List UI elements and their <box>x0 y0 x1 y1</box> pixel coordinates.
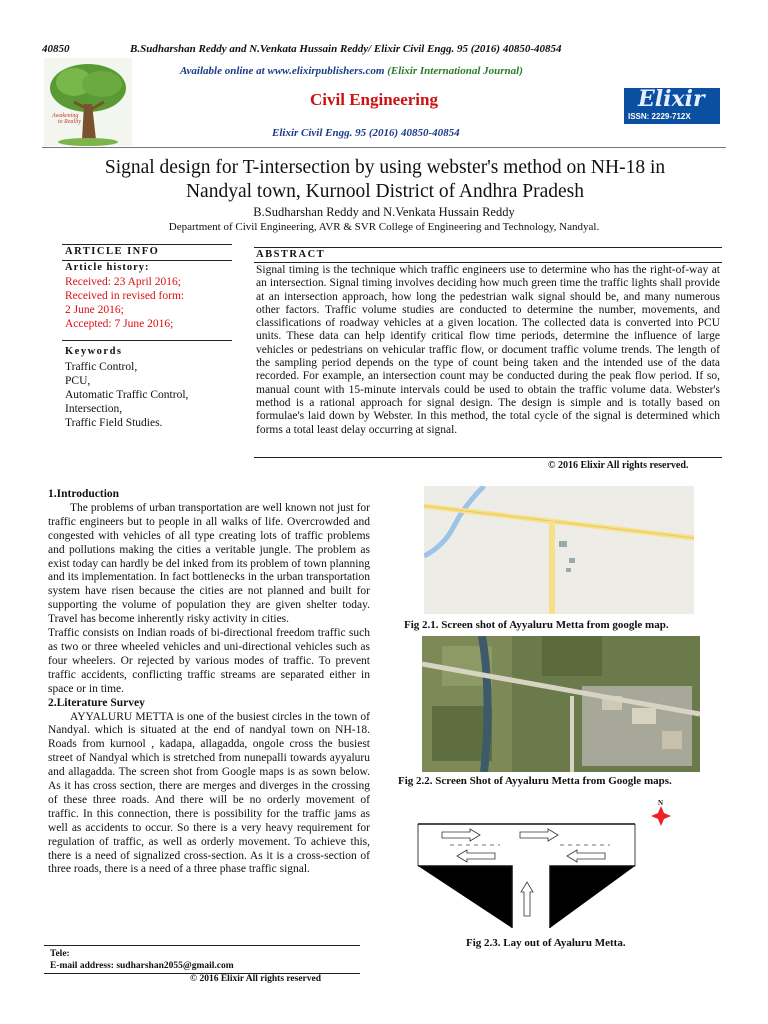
elixir-wordmark: Elixir <box>638 86 705 112</box>
figure-map <box>424 486 694 614</box>
figure-caption: Fig 2.3. Lay out of Ayaluru Metta. <box>466 937 626 949</box>
history-line: Received in revised form: <box>65 290 185 302</box>
paragraph: The problems of urban transportation are well known not just for traffic engineers but to people in all walks of life. Overcrowded and congested with vehicles of all type creating lots of traffic problems and pollutions making the cities a veritable jungle. The problem as exist today can hardly be del inked from its problem of town planning and its implementation. In fact bottlenecks in the urban transportation system have risen because the cities are not planned and built for supporting the volume of population they are given shelter today. Travel has become inherently risky activity in cities. <box>48 501 370 626</box>
keyword: Intersection, <box>65 403 123 415</box>
figure-layout <box>400 796 700 936</box>
keyword: Automatic Traffic Control, <box>65 389 189 401</box>
footnote-tele: Tele: <box>50 949 70 959</box>
section-heading: 2.Literature Survey <box>48 696 145 709</box>
history-line: 2 June 2016; <box>65 304 124 316</box>
divider <box>62 340 232 341</box>
logo-caption <box>52 113 81 125</box>
north-star-icon <box>651 806 671 826</box>
body-left-column <box>48 488 370 877</box>
availability-line <box>180 65 523 77</box>
title-line: Signal design for T-intersection by using webster's method on NH-18 in <box>104 157 666 178</box>
figure-caption: Fig 2.1. Screen shot of Ayyaluru Metta from google map. <box>404 619 669 631</box>
paragraph: AYYALURU METTA is one of the busiest circles in the town of Nandyal. which is situated at the end of nandyal town on NH-18. Roads from kurnool , kadapa, allagadda, ongole cross the busiest street of Nandyal which is stretched from nunepalli towards ayyaluru and allagadda. The screen shot from Google maps is as sown below. As it has cross section, there are merges and diverges in the crossing of these three roads. And there will be no orderly movement of traffic. In this connection, there is possibility for the traffic jams as well as accidents to occur. So there is a very heavy requirement for regulation of traffic, as well as orderly movement. To achieve this, there is a need of signalized cross-section. As it is a cross-section of three roads, there is a need of a three phase traffic signal. <box>48 710 370 876</box>
history-line: Received: 23 April 2016; <box>65 276 181 288</box>
north-label: N <box>658 799 664 807</box>
journal-citation: Elixir Civil Engg. 95 (2016) 40850-40854 <box>272 127 460 139</box>
title-line: Nandyal town, Kurnool District of Andhra Pradesh <box>185 181 585 202</box>
figure-caption: Fig 2.2. Screen Shot of Ayyaluru Metta from Google maps. <box>398 775 672 787</box>
authors: B.Sudharshan Reddy and N.Venkata Hussain Reddy <box>253 205 515 219</box>
abstract-heading: ABSTRACT <box>256 249 326 260</box>
divider <box>62 260 232 261</box>
availability-url: Available online at www.elixirpublishers.com <box>180 65 385 77</box>
journal-name: Civil Engineering <box>310 90 438 109</box>
footnote-email[interactable]: E-mail address: sudharshan2055@gmail.com <box>50 961 234 971</box>
header-divider <box>42 147 726 148</box>
footnote-divider <box>44 945 360 946</box>
footnote-copyright: © 2016 Elixir All rights reserved <box>190 974 322 984</box>
article-info-heading: ARTICLE INFO <box>65 246 160 257</box>
divider <box>62 244 232 245</box>
divider <box>254 247 722 248</box>
logo-caption-line: to Reality <box>58 119 82 125</box>
keyword: Traffic Field Studies. <box>65 417 163 429</box>
keyword: Traffic Control, <box>65 361 138 373</box>
history-line: Accepted: 7 June 2016; <box>65 318 174 330</box>
affiliation: Department of Civil Engineering, AVR & SVR College of Engineering and Technology, Nandyal. <box>168 221 600 233</box>
issn: ISSN: 2229-712X <box>628 112 691 121</box>
abstract-copyright: © 2016 Elixir All rights reserved. <box>548 460 689 471</box>
history-heading: Article history: <box>65 262 150 273</box>
paragraph: Traffic consists on Indian roads of bi-directional freedom traffic such as two or three wheeled vehicles and uni-directional vehicles such as four wheelers. Or rejected by various modes of traffic. To prevent traffic accidents, conflicting traffic streams are separated either in space or in time. <box>48 627 370 695</box>
availability-journal: (Elixir International Journal) <box>387 65 523 77</box>
tree-logo <box>44 58 132 146</box>
abstract-text: Signal timing is the technique which traffic engineers use to determine who has the right-of-way at an intersection. Signal timing involves deciding how much green time the traffic lights shall provide at an intersection approach, how long the pedestrian walk signal should be, and many numerous other factors. Traffic volume studies are conducted to determine the number, movements, and classifications of roadway vehicles at a given location. The collected data is converted into PCU units. These data can help identify critical flow time periods, determine the influence of large vehicles or pedestrians on vehicular traffic flow, or document traffic volume trends. The length of the sampling period depends on the type of count being taken and the intended use of the data recorded. For example, an intersection count may be conducted during the peak flow period. If so, manual count with 15-minute intervals could be used to obtain the traffic volume data. Webster's method is a rational approach for signal design. The design is simple and is totally based on formulae's laid down by Webster. In this method, the total cycle of the signal is determined which forms a total least delay occurring at signal. <box>256 264 720 436</box>
keywords-heading: Keywords <box>65 346 123 357</box>
running-citation: B.Sudharshan Reddy and N.Venkata Hussain Reddy/ Elixir Civil Engg. 95 (2016) 40850-40854 <box>130 43 562 55</box>
logo-caption-line: Awakening <box>52 113 79 119</box>
figure-satellite <box>422 636 700 772</box>
paper-title <box>50 156 720 204</box>
divider <box>254 262 722 263</box>
keyword: PCU, <box>65 375 91 387</box>
divider <box>254 457 722 458</box>
page-number: 40850 <box>42 43 70 55</box>
section-heading: 1.Introduction <box>48 488 120 500</box>
